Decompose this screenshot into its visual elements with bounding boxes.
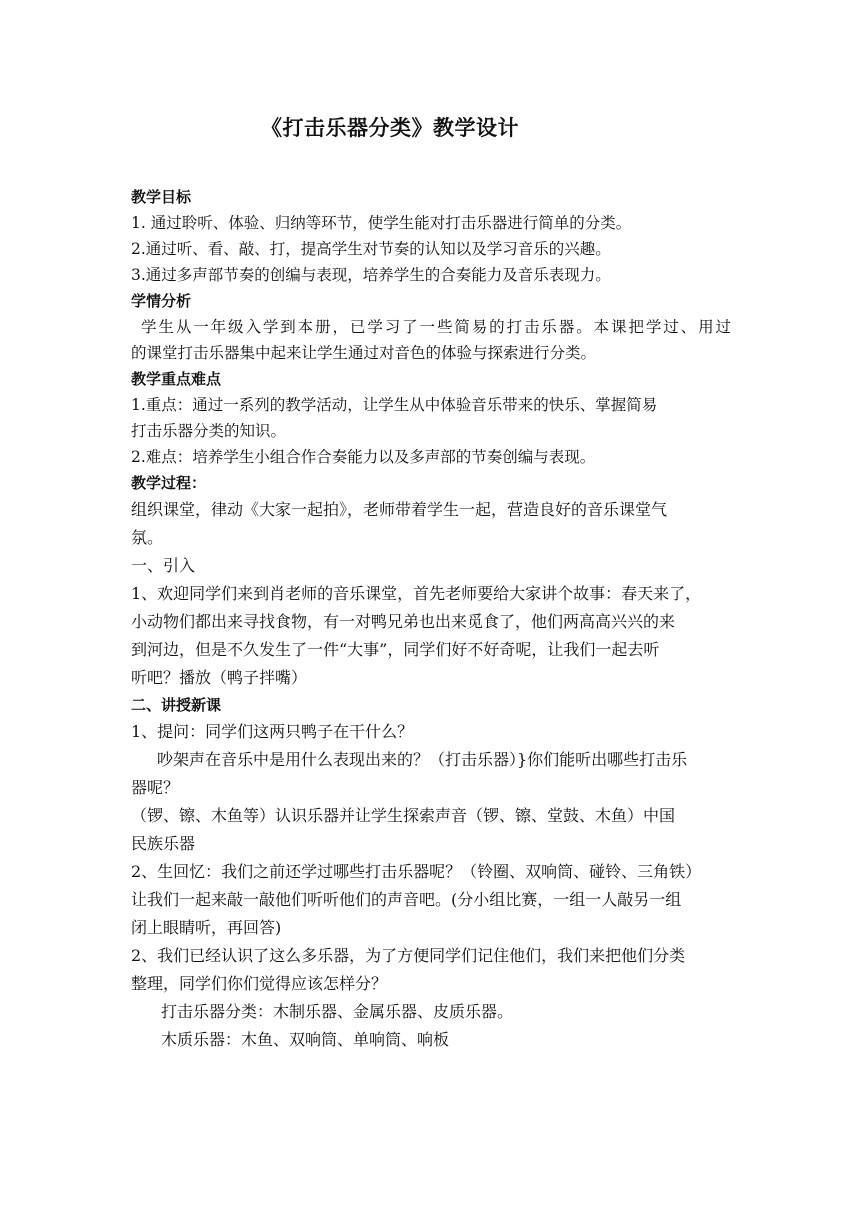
process-line-1a: 组织课堂，律动《大家一起拍》，老师带着学生一起，营造良好的音乐课堂气 bbox=[131, 500, 668, 519]
new-line-3b: 民族乐器 bbox=[131, 834, 196, 853]
new-line-2a: 吵架声在音乐中是用什么表现出来的？（打击乐器）}你们能听出哪些打击乐 bbox=[157, 750, 688, 769]
section-heading-goals: 教学目标 bbox=[131, 188, 192, 206]
new-line-4c: 闭上眼睛听，再回答) bbox=[131, 918, 282, 937]
classification-line-1: 打击乐器分类：木制乐器、金属乐器、皮质乐器。 bbox=[161, 1002, 514, 1021]
goal-line-3: 3.通过多声部节奏的创编与表现，培养学生的合奏能力及音乐表现力。 bbox=[131, 266, 611, 284]
goal-line-2: 2.通过听、看、敲、打，提高学生对节奏的认知以及学习音乐的兴趣。 bbox=[131, 240, 611, 258]
intro-line-1c: 到河边，但是不久发生了一件“大事”，同学们好不好奇呢，让我们一起去听 bbox=[131, 640, 660, 659]
new-line-1: 1、提问：同学们这两只鸭子在干什么？ bbox=[131, 722, 414, 741]
goal-line-1: 1. 通过聆听、体验、归纳等环节，使学生能对打击乐器进行简单的分类。 bbox=[131, 214, 632, 232]
new-line-5a: 2、我们已经认识了这么多乐器，为了方便同学们记住他们，我们来把他们分类 bbox=[131, 946, 686, 965]
key-line-1a: 1.重点：通过一系列的教学活动，让学生从中体验音乐带来的快乐、掌握简易 bbox=[131, 396, 658, 414]
new-line-5b: 整理，同学们你们觉得应该怎样分？ bbox=[131, 974, 388, 993]
new-line-3a: （锣、镲、木鱼等）认识乐器并让学生探索声音（锣、镲、堂鼓、木鱼）中国 bbox=[131, 806, 676, 825]
new-line-4b: 让我们一起来敲一敲他们听听他们的声音吧。(分小组比赛，一组一人敲另一组 bbox=[131, 890, 682, 909]
section-heading-analysis: 学情分析 bbox=[131, 292, 192, 310]
key-line-2: 2.难点：培养学生小组合作合奏能力以及多声部的节奏创编与表现。 bbox=[131, 448, 596, 466]
new-line-2b: 器呢？ bbox=[131, 778, 180, 797]
document-title: 《打击乐器分类》教学设计 bbox=[261, 116, 519, 140]
intro-line-1d: 听吧？播放（鸭子拌嘴） bbox=[131, 668, 308, 687]
process-line-1b: 氛。 bbox=[131, 528, 164, 547]
analysis-line-1: 学生从一年级入学到本册，已学习了一些简易的打击乐器。本课把学过、用过 bbox=[141, 318, 731, 336]
section-heading-key-points: 教学重点难点 bbox=[131, 370, 222, 388]
section-heading-intro: 一、引入 bbox=[131, 556, 196, 575]
new-line-4a: 2、生回忆：我们之前还学过哪些打击乐器呢？（铃圈、双响筒、碰铃、三角铁） bbox=[131, 862, 702, 881]
document-body bbox=[131, 184, 731, 1054]
section-heading-new-lesson: 二、讲授新课 bbox=[131, 696, 222, 714]
classification-line-2: 木质乐器：木鱼、双响筒、单响筒、响板 bbox=[161, 1030, 450, 1049]
analysis-line-2: 的课堂打击乐器集中起来让学生通过对音色的体验与探索进行分类。 bbox=[131, 344, 597, 362]
intro-line-1b: 小动物们都出来寻找食物，有一对鸭兄弟也出来觅食了，他们两高高兴兴的来 bbox=[131, 612, 676, 631]
section-heading-process: 教学过程： bbox=[131, 474, 207, 492]
key-line-1b: 打击乐器分类的知识。 bbox=[131, 422, 287, 440]
intro-line-1a: 1、欢迎同学们来到肖老师的音乐课堂，首先老师要给大家讲个故事：春天来了， bbox=[131, 584, 702, 603]
